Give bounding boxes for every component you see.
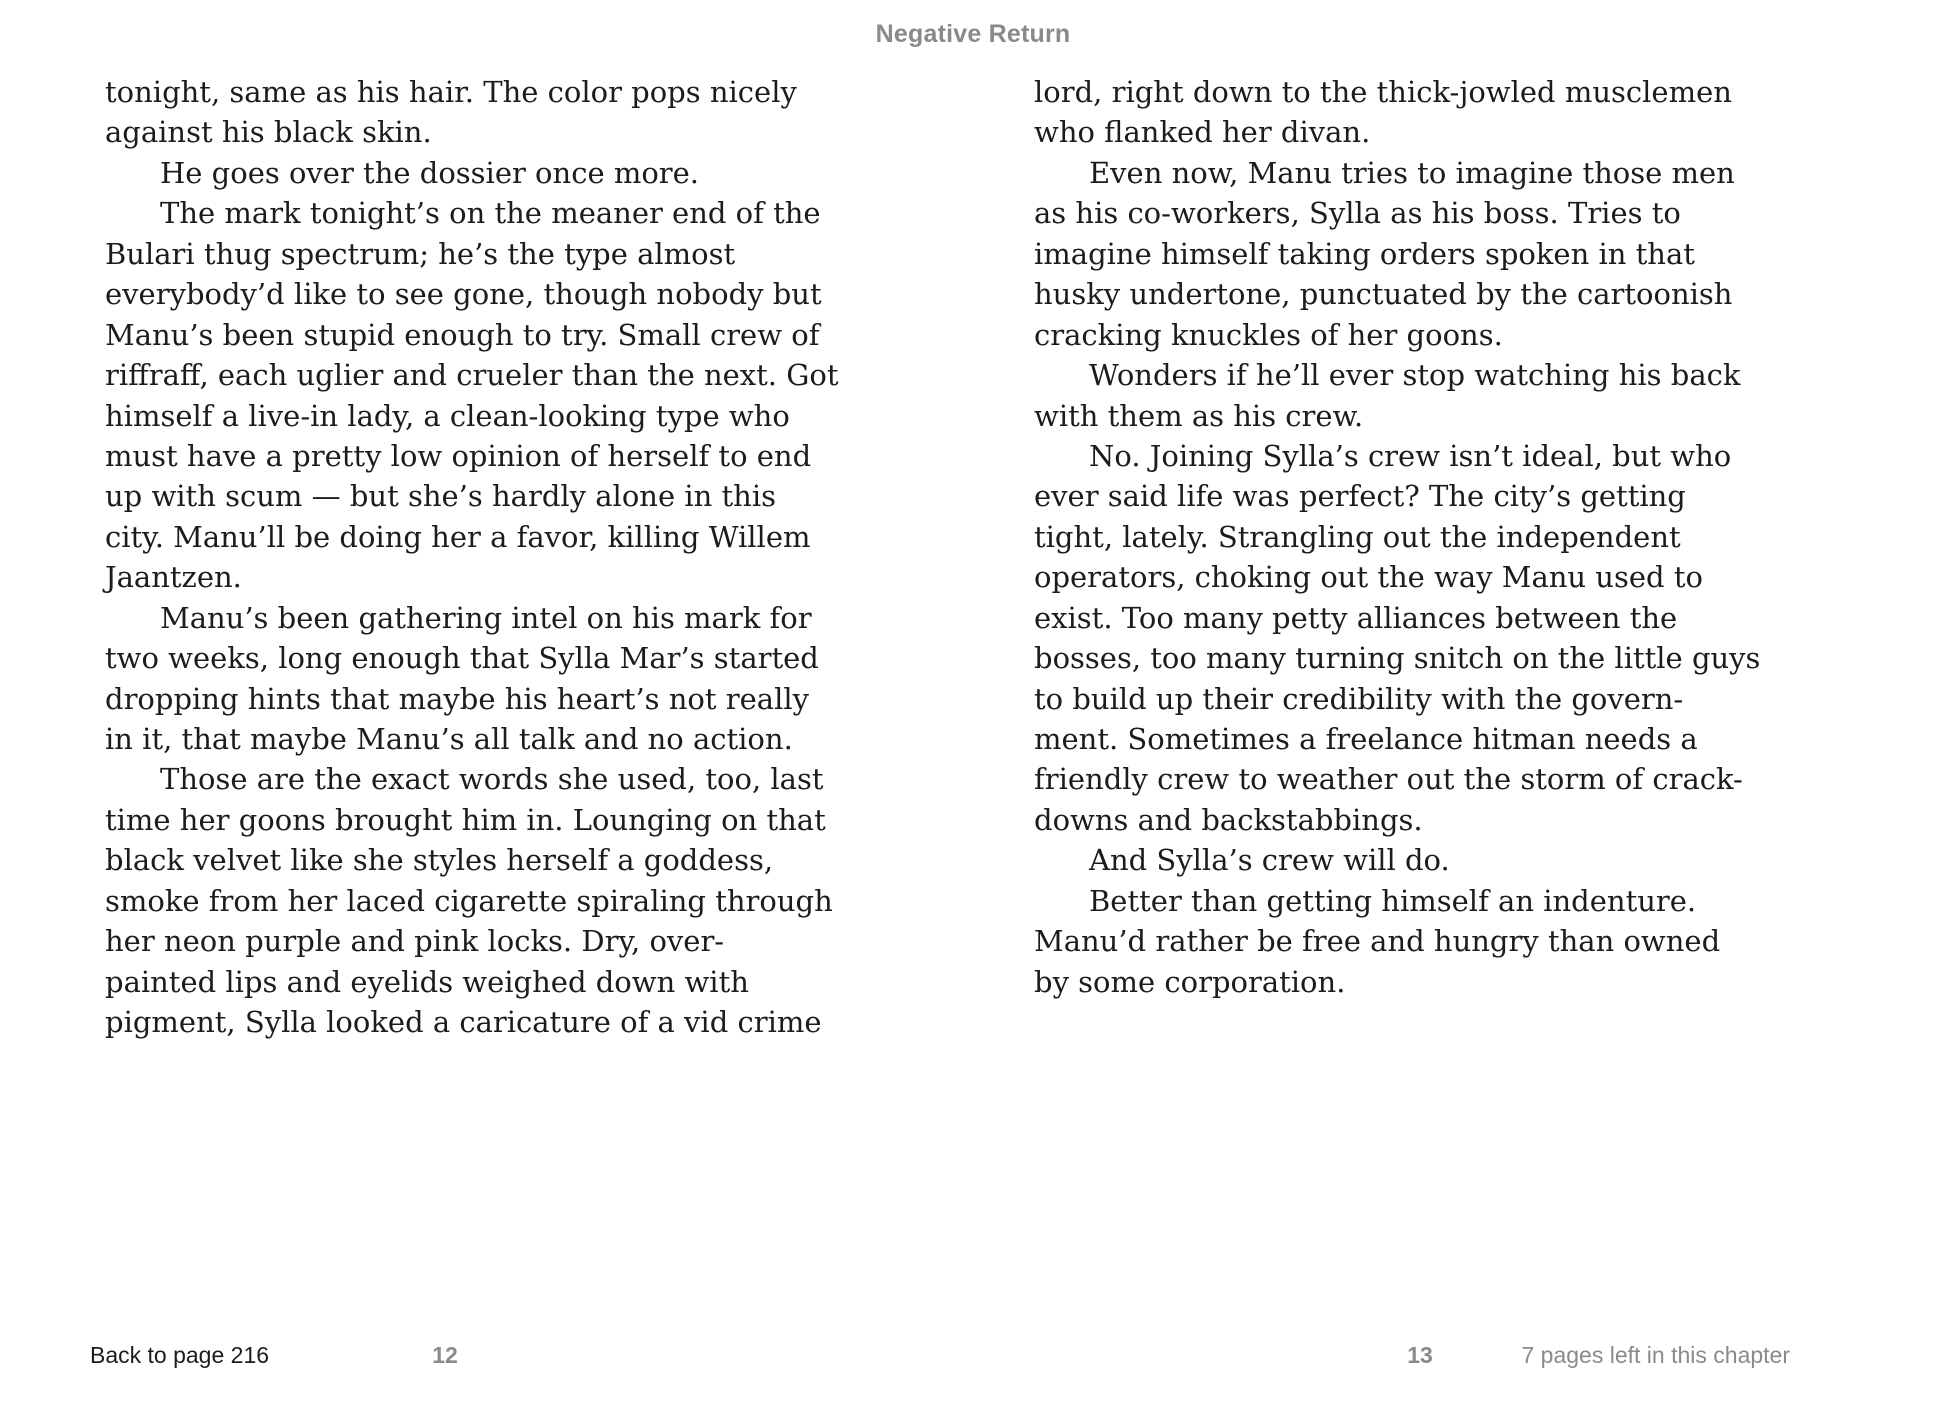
- text-line: Jaantzen.: [105, 560, 242, 595]
- text-line: husky undertone, punctuated by the cartoonish: [1034, 277, 1733, 312]
- text-line: cracking knuckles of her goons.: [1034, 317, 1503, 352]
- text-line: up with scum — but she’s hardly alone in this: [105, 479, 777, 514]
- text-line: who flanked her divan.: [1034, 115, 1371, 150]
- text-line: riffraff, each uglier and crueler than the next. Got: [105, 358, 839, 393]
- back-to-page-link[interactable]: Back to page 216: [90, 1342, 270, 1368]
- text-line: time her goons brought him in. Lounging on that: [105, 802, 826, 837]
- page-left-text: [105, 72, 935, 1043]
- text-line: to build up their credibility with the govern-: [1034, 681, 1684, 716]
- text-line: city. Manu’ll be doing her a favor, killing Willem: [105, 519, 811, 554]
- text-line: black velvet like she styles herself a goddess,: [105, 843, 774, 878]
- text-line: tonight, same as his hair. The color pops nicely: [105, 75, 797, 109]
- text-line: in it, that maybe Manu’s all talk and no action.: [105, 722, 793, 756]
- text-line: tight, lately. Strangling out the independent: [1034, 519, 1681, 554]
- text-line: Bulari thug spectrum; he’s the type almost: [105, 236, 736, 271]
- text-line: as his co-workers, Sylla as his boss. Tries to: [1034, 196, 1681, 231]
- text-line: The mark tonight’s on the meaner end of the: [160, 196, 821, 231]
- text-line: imagine himself taking orders spoken in that: [1034, 236, 1695, 271]
- text-line: pigment, Sylla looked a caricature of a vid crime: [105, 1005, 822, 1040]
- text-line: painted lips and eyelids weighed down with: [105, 964, 749, 999]
- text-line: exist. Too many petty alliances between the: [1034, 600, 1678, 635]
- page-number-left: 12: [432, 1342, 458, 1368]
- text-line: downs and backstabbings.: [1034, 802, 1423, 837]
- text-line: He goes over the dossier once more.: [160, 155, 700, 190]
- text-line: smoke from her laced cigarette spiraling through: [105, 883, 833, 918]
- text-line: bosses, too many turning snitch on the little guys: [1034, 641, 1761, 676]
- text-line: with them as his crew.: [1034, 398, 1364, 433]
- text-line: Even now, Manu tries to imagine those men: [1089, 155, 1735, 190]
- pages-left-status: 7 pages left in this chapter: [1521, 1342, 1790, 1368]
- text-line: himself a live-in lady, a clean-looking type who: [105, 398, 790, 433]
- text-line: ever said life was perfect? The city’s getting: [1034, 479, 1686, 514]
- text-line: ment. Sometimes a freelance hitman needs a: [1034, 722, 1698, 756]
- text-line: must have a pretty low opinion of herself to end: [105, 438, 812, 473]
- text-line: two weeks, long enough that Sylla Mar’s started: [105, 641, 819, 676]
- text-line: by some corporation.: [1034, 964, 1346, 999]
- text-line: friendly crew to weather out the storm of crack-: [1034, 762, 1743, 797]
- text-line: lord, right down to the thick-jowled musclemen: [1034, 75, 1732, 109]
- text-line: Manu’s been gathering intel on his mark for: [160, 600, 812, 635]
- book-title-header: Negative Return: [875, 20, 1071, 48]
- text-line: dropping hints that maybe his heart’s not really: [105, 681, 810, 716]
- text-line: everybody’d like to see gone, though nobody but: [105, 277, 822, 312]
- page-number-right: 13: [1407, 1342, 1433, 1368]
- text-line: operators, choking out the way Manu used to: [1034, 560, 1703, 595]
- text-line: Manu’s been stupid enough to try. Small crew of: [105, 317, 820, 352]
- text-line: And Sylla’s crew will do.: [1089, 843, 1450, 878]
- text-line: against his black skin.: [105, 115, 432, 150]
- text-line: Better than getting himself an indenture.: [1089, 883, 1697, 918]
- text-line: Manu’d rather be free and hungry than owned: [1034, 924, 1721, 959]
- page-right-text: [1034, 72, 1864, 1002]
- text-line: Wonders if he’ll ever stop watching his back: [1089, 358, 1741, 393]
- text-line: her neon purple and pink locks. Dry, over-: [105, 924, 725, 959]
- text-line: Those are the exact words she used, too, last: [160, 762, 824, 797]
- text-line: No. Joining Sylla’s crew isn’t ideal, but who: [1089, 438, 1732, 473]
